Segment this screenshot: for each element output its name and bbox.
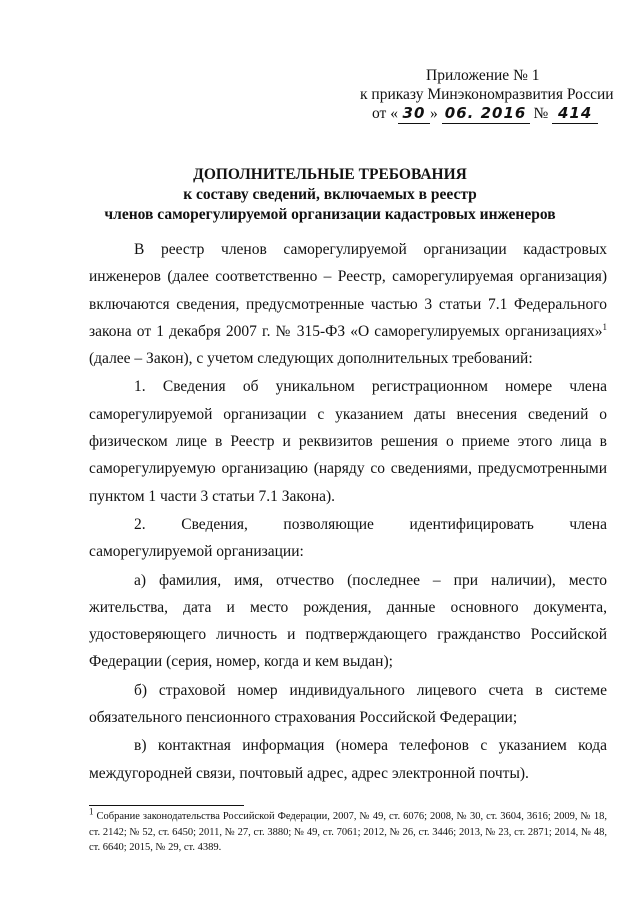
order-reference: к приказу Минэкономразвития России <box>360 86 614 103</box>
intro-text-a: В реестр членов саморегулируемой организации кадастровых инженеров (далее соответственно – Реестр, саморегулируемая организация) включаются сведения, предусмотренные частью 3 статьи 7.1 Федерального закона от 1 декабря 2007 г. № 315-ФЗ «О саморегулируемых организациях» <box>89 241 607 340</box>
item-2-paragraph: 2. Сведения, позволяющие идентифицировать члена саморегулируемой организации: <box>89 515 607 561</box>
title-line-3: членов саморегулируемой организации кадастровых инженеров <box>104 206 556 223</box>
document-body <box>89 236 607 787</box>
footnote-reference: 1 <box>602 321 607 332</box>
item-2b-paragraph: б) страховой номер индивидуального лицевого счета в системе обязательного пенсионного страхования Российской Федерации; <box>89 681 607 727</box>
document-title <box>60 165 600 225</box>
intro-paragraph <box>89 236 607 372</box>
footnote-divider <box>89 805 244 806</box>
item-1-paragraph: 1. Сведения об уникальном регистрационном номере члена саморегулируемой организации с указанием даты внесения сведений о физическом лице в Реестр и реквизитов решения о приеме этого лица в саморегулируемую организацию (наряду со сведениями, предусмотренными пунктом 1 части 3 статьи 7.1 Закона). <box>89 378 607 505</box>
appendix-label: Приложение № 1 <box>426 67 540 84</box>
intro-text-b: (далее – Закон), с учетом следующих дополнительных требований: <box>89 350 533 368</box>
date-month-year: 06. 2016 <box>442 104 530 124</box>
item-2c-paragraph: в) контактная информация (номера телефонов с указанием кода междугородней связи, почтовый адрес, адрес электронной почты). <box>89 737 607 782</box>
number-prefix: № <box>533 105 549 122</box>
order-date-line <box>360 104 622 124</box>
date-day: 30 <box>398 104 430 124</box>
footnote <box>89 806 607 856</box>
footnote-mark: 1 <box>89 806 94 817</box>
footnote-text: Собрание законодательства Российской Федерации, 2007, № 49, ст. 6076; 2008, № 30, ст. 3604, 3616; 2009, № 18, ст. 2142; № 52, ст. 6450; 2011, № 27, ст. 3880; № 49, ст. 7061; 2012, № 26, ст. 3446; 2013, № 23, ст. 2871; 2014, № 48, ст. 6640; 2015, № 29, ст. 4389. <box>89 811 607 853</box>
appendix-header <box>360 66 622 124</box>
date-separator: » <box>429 105 438 122</box>
order-number: 414 <box>552 104 598 124</box>
item-2a-paragraph: а) фамилия, имя, отчество (последнее – при наличии), место жительства, дата и место рождения, данные основного документа, удостоверяющего личность и подтверждающего гражданство Российской Федерации (серия, номер, когда и кем выдан); <box>89 571 607 671</box>
title-line-1: ДОПОЛНИТЕЛЬНЫЕ ТРЕБОВАНИЯ <box>193 166 467 183</box>
date-prefix: от « <box>372 105 398 122</box>
title-line-2: к составу сведений, включаемых в реестр <box>183 186 477 203</box>
